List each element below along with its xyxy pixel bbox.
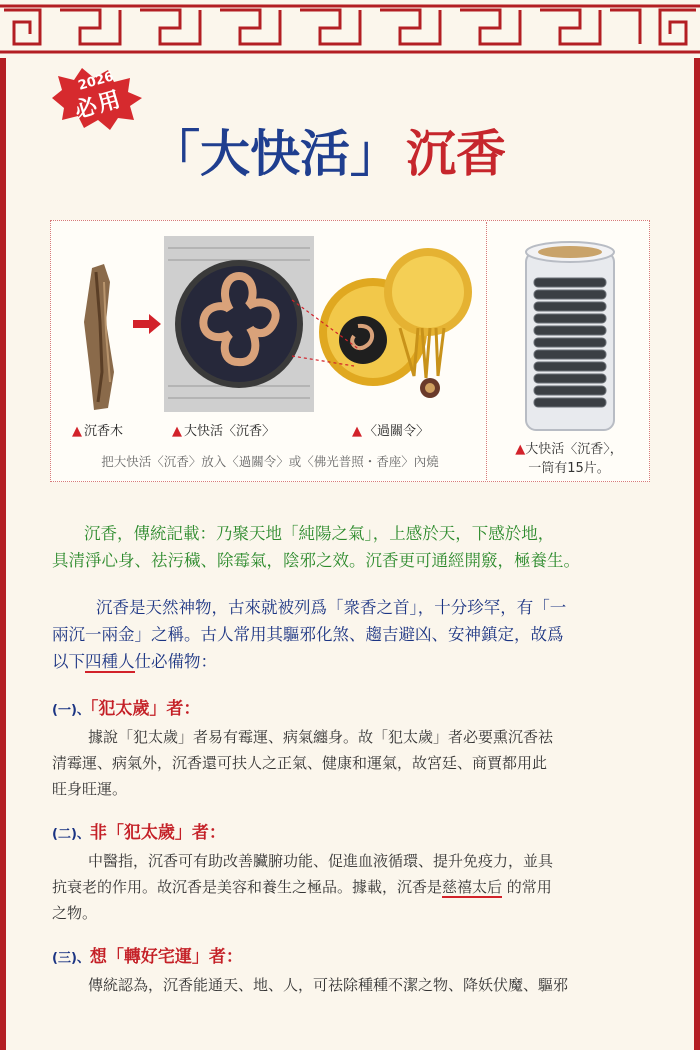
caption-agarwood: ▲ 沉香木 (72, 424, 124, 439)
title-product: 沉香 (406, 124, 506, 183)
empress-underlined: 慈禧太后 (442, 878, 503, 896)
caption-burner: ▲ 〈過關令〉 (352, 424, 430, 439)
triangle-icon: ▲ (352, 424, 362, 439)
badge-year: 2026 (76, 69, 116, 94)
caption-tube: ▲大快活〈沉香〉， 一筒有15片。 (515, 442, 623, 476)
caption-incense: ▲ 大快活〈沉香〉 (172, 424, 276, 439)
zoom-connector-lines (290, 280, 370, 370)
triangle-icon: ▲ (515, 442, 526, 457)
section-1-body: 據說「犯太歲」者易有霉運、病氣纏身。故「犯太歲」者必要熏沉香祛 清霉運、病氣外，沉香還可扶人之正氣、健康和運氣，故宮廷、商賈都用此 旺身旺運。 (52, 728, 554, 798)
agarwood-stick-image (70, 262, 130, 412)
incense-tube-image (518, 238, 622, 438)
page-title (150, 108, 630, 192)
intro-paragraph-1: 沉香，傳統記載：乃聚天地「純陽之氣」，上感於天，下感於地， 具清淨心身、祛污穢、除霉氣，陰邪之效。沉香更可通經開竅，極養生。 (52, 524, 580, 570)
section-3-heading: (三)、想「轉好宅運」者： (52, 947, 243, 967)
triangle-icon: ▲ (172, 424, 182, 439)
triangle-icon: ▲ (72, 424, 82, 439)
title-brand: 「大快活」 (150, 124, 400, 183)
section-3-body: 傳統認為，沉香能通天、地、人，可祛除種種不潔之物、降妖伏魔、驅邪 (88, 976, 569, 994)
four-types-underlined: 四種人 (85, 652, 135, 671)
top-ornament-border (0, 0, 700, 58)
badge-label: 必用 (72, 86, 126, 125)
intro-paragraph-2: 沉香是天然神物，古來就被列爲「衆香之首」，十分珍罕，有「一 兩沉一兩金」之稱。古人常用其驅邪化煞、趨吉避凶、安神鎮定，故爲 以下四種人仕必備物： (52, 598, 567, 671)
section-1-heading: (一)、「犯太歲」者： (52, 699, 201, 719)
section-2-body: 中醫指，沉香可有助改善臟腑功能、促進血液循環、提升免疫力，並具 抗衰老的作用。故沉香是美容和養生之極品。據載，沉香是慈禧太后 的常用 之物。 (52, 852, 554, 922)
section-2-heading: (二)、非「犯太歲」者： (52, 823, 226, 843)
arrow-right-icon (133, 314, 161, 334)
photo-subcaption: 把大快活〈沉香〉放入〈過關令〉或〈佛光普照・香座〉內燒 (101, 454, 439, 469)
photo-panel-divider (486, 222, 487, 480)
